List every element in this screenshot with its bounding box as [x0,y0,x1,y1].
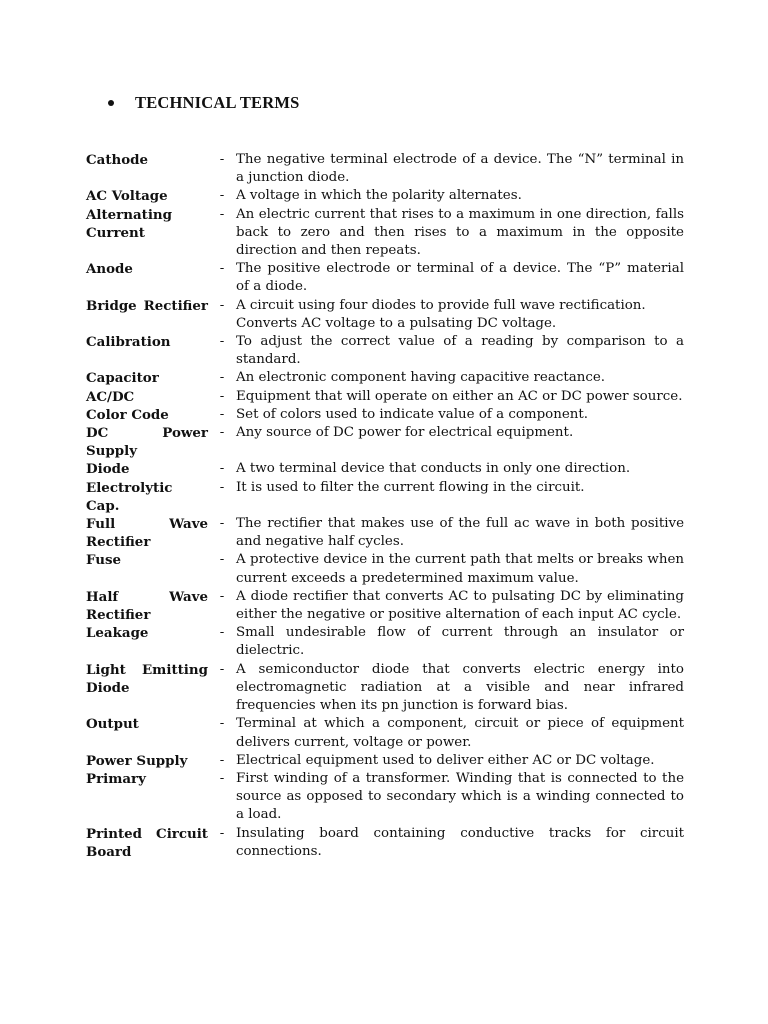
term-definition: A diode rectifier that converts AC to pulsating DC by eliminating either the negative or positive alternation of each input AC cycle. [236,588,684,623]
term-row [86,297,684,333]
term-definition: Electrical equipment used to deliver either AC or DC voltage. [236,752,655,768]
term-row [86,424,684,460]
term-definition: The rectifier that makes use of the full ac wave in both positive and negative half cycles. [236,516,684,550]
term-dash: - [219,406,225,422]
term-row [86,661,684,716]
term-label: Electrolytic Cap. [86,479,173,514]
term-row [86,260,684,296]
term-label: Full Wave Rectifier [86,516,208,551]
term-label: Fuse [86,552,122,569]
term-dash: - [219,206,225,222]
term-definition: An electronic component having capacitive reactance. [236,370,606,386]
term-definition: A voltage in which the polarity alternates. [236,188,522,204]
term-label: AC/DC [86,388,135,405]
term-label: Primary [86,770,146,787]
term-label: Output [86,716,139,733]
term-dash: - [219,370,225,386]
term-row [86,624,684,660]
term-row [86,715,684,751]
term-definition: The negative terminal electrode of a device. The “N” terminal in a junction diode. [236,152,684,186]
term-definition: Small undesirable flow of current through an insulator or dielectric. [236,625,684,659]
term-dash: - [219,152,225,167]
term-label: Bridge Rectifier [86,297,208,314]
term-definition: The positive electrode or terminal of a device. The “P” material of a diode. [236,261,684,295]
term-dash: - [219,625,225,641]
term-definition: A circuit using four diodes to provide full wave rectification. Converts AC voltage to a pulsating DC voltage. [236,297,646,331]
term-label: Color Code [86,406,169,423]
term-label: Power Supply [86,752,188,769]
term-dash: - [219,516,225,532]
term-definition: A semiconductor diode that converts electric energy into electromagnetic radiation at a visible and near infrared frequencies when its pn junction is forward bias. [236,661,684,714]
term-definition: Set of colors used to indicate value of a component. [236,406,589,422]
term-dash: - [219,479,225,495]
term-definition: Any source of DC power for electrical equipment. [236,425,574,441]
term-label: Half Wave Rectifier [86,588,208,624]
term-label: AC Voltage [86,188,168,205]
term-dash: - [219,334,225,350]
term-label: DC Power Supply [86,425,208,460]
term-dash: - [219,388,225,404]
term-dash: - [219,188,225,204]
term-definition: It is used to filter the current flowing in the circuit. [236,479,585,495]
term-dash: - [219,770,225,786]
term-dash: - [219,297,225,313]
term-dash: - [219,661,225,677]
term-definition: An electric current that rises to a maximum in one direction, falls back to zero and then rises to a maximum in the opposite direction and then repeats. [236,206,684,259]
term-definition: Insulating board containing conductive tracks for circuit connections. [236,825,684,859]
term-label: Anode [86,261,133,278]
term-label: Alternating Current [86,206,173,241]
term-dash: - [219,716,225,732]
term-dash: - [219,752,225,768]
term-row [86,515,684,551]
term-definition: Terminal at which a component, circuit or piece of equipment delivers current, voltage or power. [236,716,684,750]
term-row [86,770,684,825]
term-definition: To adjust the correct value of a reading by comparison to a standard. [236,334,684,368]
term-row [86,406,684,424]
term-row [86,551,684,587]
term-label: Printed Circuit Board [86,825,208,860]
term-label: Leakage [86,625,149,642]
term-row [86,388,684,406]
term-row [86,333,684,369]
term-row [86,369,684,387]
term-label: Light Emitting Diode [86,661,208,696]
term-row [86,752,684,770]
heading-text: TECHNICAL TERMS [135,93,300,112]
term-row [86,825,684,861]
term-label: Capacitor [86,370,159,387]
term-dash: - [219,425,225,441]
term-dash: - [219,825,225,841]
term-row [86,460,684,478]
term-label: Diode [86,461,130,478]
term-dash: - [219,552,225,568]
bullet-icon [108,100,114,106]
term-definition: First winding of a transformer. Winding that is connected to the source as opposed to secondary which is a winding connected to a load. [236,770,684,823]
term-definition: Equipment that will operate on either an AC or DC power source. [236,388,683,404]
term-row [86,151,684,187]
terms-list [86,151,684,861]
term-dash: - [219,261,225,277]
term-row [86,588,684,624]
page-heading [108,93,300,113]
term-row [86,187,684,205]
term-label: Calibration [86,334,171,351]
term-label: Cathode [86,152,149,168]
term-row [86,206,684,261]
term-definition: A two terminal device that conducts in only one direction. [236,461,631,477]
term-dash: - [219,461,225,477]
term-definition: A protective device in the current path that melts or breaks when current exceeds a predetermined maximum value. [236,552,684,586]
term-row [86,479,684,515]
term-dash: - [219,588,225,604]
